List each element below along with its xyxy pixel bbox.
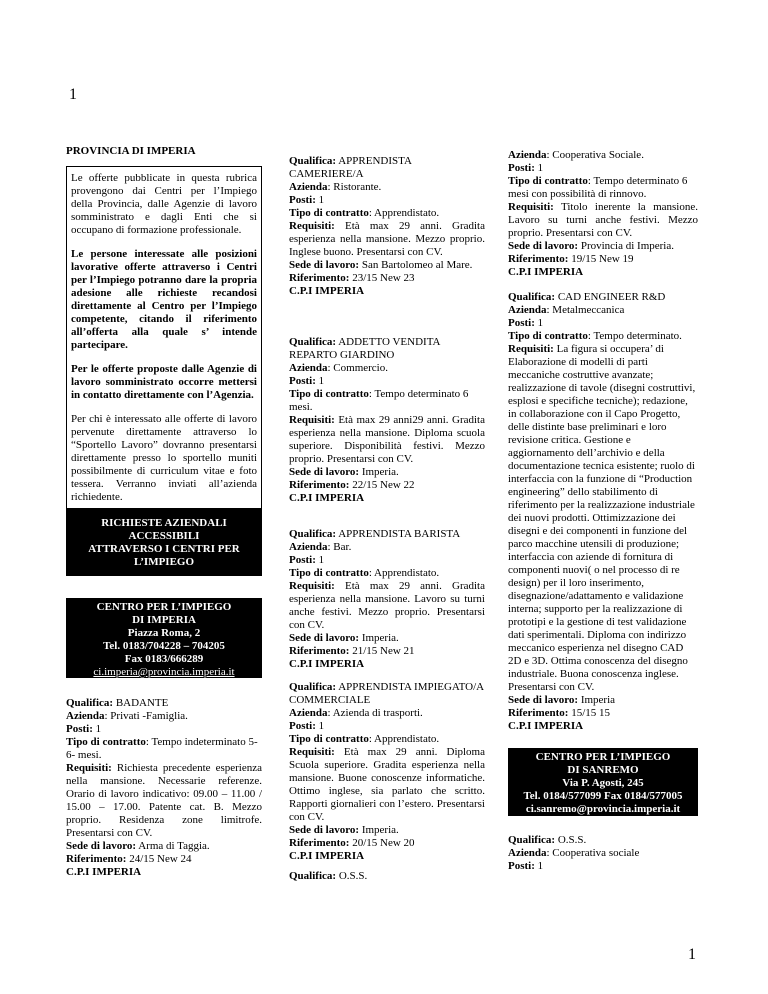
intro-box — [66, 166, 262, 510]
page-number-top: 1 — [69, 86, 77, 103]
province-heading: PROVINCIA DI IMPERIA — [66, 145, 196, 157]
offer-vendita: Qualifica: ADDETTO VENDITA REPARTO GIARDINO Azienda: Commercio. Posti: 1 Tipo di contratto: Tempo determinato 6 mesi. Requisiti: Età max 29 anni29 anni. Gradita esperienza nella mansione. Diploma scuola superiore. Disponibilità festivi. Mezzo proprio. Presentarsi con CV. Sede di lavoro: Imperia. Riferimento: 22/15 New 22 C.P.I IMPERIA — [289, 336, 485, 504]
cpi-label: C.P.I IMPERIA — [508, 720, 584, 732]
centro-line: Via P. Agosti, 245 — [562, 777, 644, 789]
centro-line: DI SANREMO — [567, 764, 639, 776]
cpi-label: C.P.I IMPERIA — [289, 658, 365, 670]
email-link[interactable]: ci.imperia@provincia.imperia.it — [93, 666, 235, 678]
cpi-label: C.P.I IMPERIA — [289, 285, 365, 297]
centro-line: Fax 0183/666289 — [124, 653, 204, 665]
centro-sanremo-box — [508, 748, 698, 816]
cpi-label: C.P.I IMPERIA — [289, 492, 365, 504]
offer-badante: Qualifica: BADANTE Azienda: Privati -Famiglia. Posti: 1 Tipo di contratto: Tempo indeterminato 5-6- mesi. Requisiti: Richiesta precedente esperienza nella mansione. Necessarie referenze. Orario di lavoro indicativo: 09.00 – 11.00 / 15.00 – 17.00. Patente cat. B. Mezzo proprio. Residenza zone limitrofe. Presentarsi con CV. Sede di lavoro: Arma di Taggia. Riferimento: 24/15 New 24 C.P.I IMPERIA — [66, 697, 262, 878]
requests-banner — [66, 508, 262, 576]
offer-oss-sanremo: Qualifica: O.S.S. Azienda: Cooperativa sociale Posti: 1 — [508, 834, 640, 872]
centro-imperia-box — [66, 598, 262, 678]
offer-cad-engineer: Qualifica: CAD ENGINEER R&D Azienda: Metalmeccanica Posti: 1 Tipo di contratto: Tempo determinato. Requisiti: La figura si occupera’ di Elaborazione di modelli di parti meccaniche costruttive avanzate; realizzazione di tavole (disegni costruttivi, esplosi e specifiche tecniche); redazione, in collaborazione con il Capo Progetto, delle distinte base preliminari e loro revisione critica. Gestione e aggiornamento dell’archivio e della documentazione tecnica esistente; ruolo di interfaccia con la funzione di “Production engineering” dello stabilimento di riferimento per la realizzazione industriale dei nuovi prodotti. Ottimizzazione dei disegni e dei componenti in funzione del parco macchine utensili di produzione; interfaccia con aziende di fornitura di componenti nuovi( o nel processo di re design) per il loro inserimento, disegnazione/adattamento e validazione interna; supporto per la realizzazione di prototipi e la gestione di test validazione dati sperimentali. Diploma con indirizzo meccanico esperienza nel disegno CAD 2D e 3D. Ottima conoscenza del disegno industriale. Buona conoscenza inglese. Presentarsi con CV. Sede di lavoro: Imperia Riferimento: 15/15 15 C.P.I IMPERIA — [508, 291, 698, 733]
banner-line: ATTRAVERSO I CENTRI PER — [88, 543, 240, 555]
banner-line: RICHIESTE AZIENDALI — [101, 517, 227, 529]
intro-paragraph: Le persone interessate alle posizioni lavorative offerte attraverso i Centri per l’Impiego potranno dare la propria adesione alle richieste recandosi direttamente al Centro per l’Impiego competente, citando il riferimento all’offerta alla quale s’ intende partecipare. — [71, 248, 257, 351]
centro-line: CENTRO PER L’IMPIEGO — [535, 751, 671, 763]
cpi-label: C.P.I IMPERIA — [508, 266, 584, 278]
offer-barista: Qualifica: APPRENDISTA BARISTA Azienda: Bar. Posti: 1 Tipo di contratto: Apprendistato. Requisiti: Età max 29 anni. Gradita esperienza nella mansione. Lavoro su turni anche festivi. Mezzo proprio. Presentarsi con CV. Sede di lavoro: Imperia. Riferimento: 21/15 New 21 C.P.I IMPERIA — [289, 528, 485, 670]
email-link[interactable]: ci.sanremo@provincia.imperia.it — [525, 803, 681, 815]
centro-line: Tel. 0183/704228 – 704205 — [103, 640, 225, 652]
intro-paragraph: Le offerte pubblicate in questa rubrica provengono dai Centri per l’Impiego della Provincia, dalle Agenzie di lavoro somministrato e dagli Enti che si occupano di formazione professionale. — [71, 172, 257, 236]
cpi-label: C.P.I IMPERIA — [66, 866, 142, 878]
cpi-label: C.P.I IMPERIA — [289, 850, 365, 862]
intro-paragraph: Per le offerte proposte dalle Agenzie di lavoro somministrato occorre mettersi in contatto direttamente con l’Agenzia. — [71, 363, 257, 401]
banner-line: ACCESSIBILI — [128, 530, 200, 542]
centro-line: DI IMPERIA — [132, 614, 196, 626]
page-number-bottom: 1 — [688, 946, 696, 963]
offer-impiegato: Qualifica: APPRENDISTA IMPIEGATO/A COMMERCIALE Azienda: Azienda di trasporti. Posti: 1 Tipo di contratto: Apprendistato. Requisiti: Età max 29 anni. Diploma Scuola superiore. Gradita esperienza nella mansione. Buone conoscenze informatiche. Ottimo inglese, sia parlato che scritto. Rapporti giornalieri con l’estero. Presentarsi con CV. Sede di lavoro: Imperia. Riferimento: 20/15 New 20 C.P.I IMPERIA — [289, 681, 485, 862]
banner-line: L’IMPIEGO — [133, 556, 195, 568]
offer-oss-start: Qualifica: O.S.S. — [289, 870, 368, 882]
centro-line: Tel. 0184/577099 Fax 0184/577005 — [523, 790, 683, 802]
centro-line: CENTRO PER L’IMPIEGO — [96, 601, 232, 613]
intro-paragraph: Per chi è interessato alle offerte di lavoro pervenute direttamente attraverso lo “Sportello Lavoro” dovranno presentarsi direttamente presso lo sportello muniti possibilmente di curriculum vitae e foto tessera. Verranno inviati all’azienda richiedente. — [71, 413, 257, 503]
offer-cooperativa: Azienda: Cooperativa Sociale. Posti: 1 Tipo di contratto: Tempo determinato 6 mesi con possibilità di rinnovo. Requisiti: Titolo inerente la mansione. Lavoro su turni anche festivi. Mezzo proprio. Presentarsi con CV. Sede di lavoro: Provincia di Imperia. Riferimento: 19/15 New 19 C.P.I IMPERIA — [508, 149, 698, 278]
centro-line: Piazza Roma, 2 — [127, 627, 201, 639]
offer-cameriere: Qualifica: APPRENDISTA CAMERIERE/A Azienda: Ristorante. Posti: 1 Tipo di contratto: Apprendistato. Requisiti: Età max 29 anni. Gradita esperienza nella mansione. Mezzo proprio. Inglese buono. Presentarsi con CV. Sede di lavoro: San Bartolomeo al Mare. Riferimento: 23/15 New 23 C.P.I IMPERIA — [289, 155, 485, 297]
